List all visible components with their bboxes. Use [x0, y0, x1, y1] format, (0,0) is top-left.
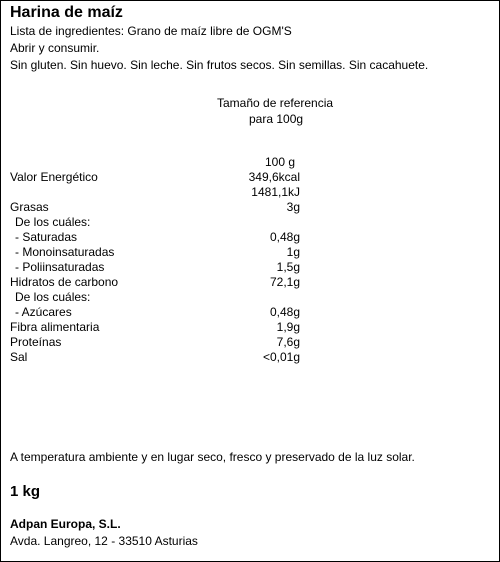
- nutrient-value: 3g: [286, 200, 300, 214]
- nutrient-label: Sal: [10, 350, 28, 364]
- reference-size-amount: para 100g: [249, 112, 304, 126]
- nutrient-value: 0,48g: [269, 305, 300, 319]
- nutrient-label: De los cuáles:: [15, 215, 91, 229]
- nutrition-row: [10, 230, 300, 245]
- nutrition-row: [10, 275, 300, 290]
- nutrient-label: - Monoinsaturadas: [15, 245, 115, 259]
- nutrition-row: [10, 260, 300, 275]
- nutrient-value: 1,9g: [276, 320, 300, 334]
- nutrition-row: [10, 335, 300, 350]
- nutrient-label: Proteínas: [10, 335, 62, 349]
- nutrient-value: 349,6kcal: [248, 170, 300, 184]
- nutrient-label: Valor Energético: [10, 170, 98, 184]
- nutrient-label: - Saturadas: [15, 230, 78, 244]
- nutrition-row: [10, 170, 300, 185]
- company-name: Adpan Europa, S.L.: [10, 517, 121, 531]
- nutrient-label: De los cuáles:: [15, 290, 91, 304]
- nutrition-row: [10, 185, 300, 200]
- nutrient-value: 7,6g: [276, 335, 300, 349]
- nutrient-label: Grasas: [10, 200, 49, 214]
- nutrition-row: [10, 215, 300, 230]
- reference-size-label: Tamaño de referencia: [217, 96, 334, 110]
- nutrient-label: Fibra alimentaria: [10, 320, 100, 334]
- company-address: Avda. Langreo, 12 - 33510 Asturias: [10, 534, 198, 548]
- nutrient-value: <0,01g: [262, 350, 300, 364]
- product-title: Harina de maíz: [10, 4, 123, 21]
- nutrient-value: 72,1g: [269, 275, 300, 289]
- nutrition-row: [10, 350, 300, 365]
- nutrient-label: - Poliinsaturadas: [15, 260, 105, 274]
- nutrient-value: 0,48g: [269, 230, 300, 244]
- quantity-header: 100 g: [265, 155, 296, 169]
- nutrient-value: 1,5g: [276, 260, 300, 274]
- nutrition-row: [10, 290, 300, 305]
- nutrient-value: 1481,1kJ: [251, 185, 300, 199]
- nutrition-row: [10, 245, 300, 260]
- instructions-text: Abrir y consumir.: [10, 41, 100, 55]
- nutrient-label: Hidratos de carbono: [10, 275, 119, 289]
- nutrient-label: - Azúcares: [15, 305, 72, 319]
- storage-instructions: A temperatura ambiente y en lugar seco, fresco y preservado de la luz solar.: [10, 450, 415, 464]
- ingredients-text: Lista de ingredientes: Grano de maíz libre de OGM'S: [10, 24, 292, 38]
- nutrition-row: [10, 305, 300, 320]
- nutrition-row: [10, 200, 300, 215]
- net-weight: 1 kg: [10, 483, 41, 500]
- nutrition-row: [10, 320, 300, 335]
- allergens-text: Sin gluten. Sin huevo. Sin leche. Sin frutos secos. Sin semillas. Sin cacahuete.: [10, 58, 429, 72]
- nutrient-value: 1g: [286, 245, 300, 259]
